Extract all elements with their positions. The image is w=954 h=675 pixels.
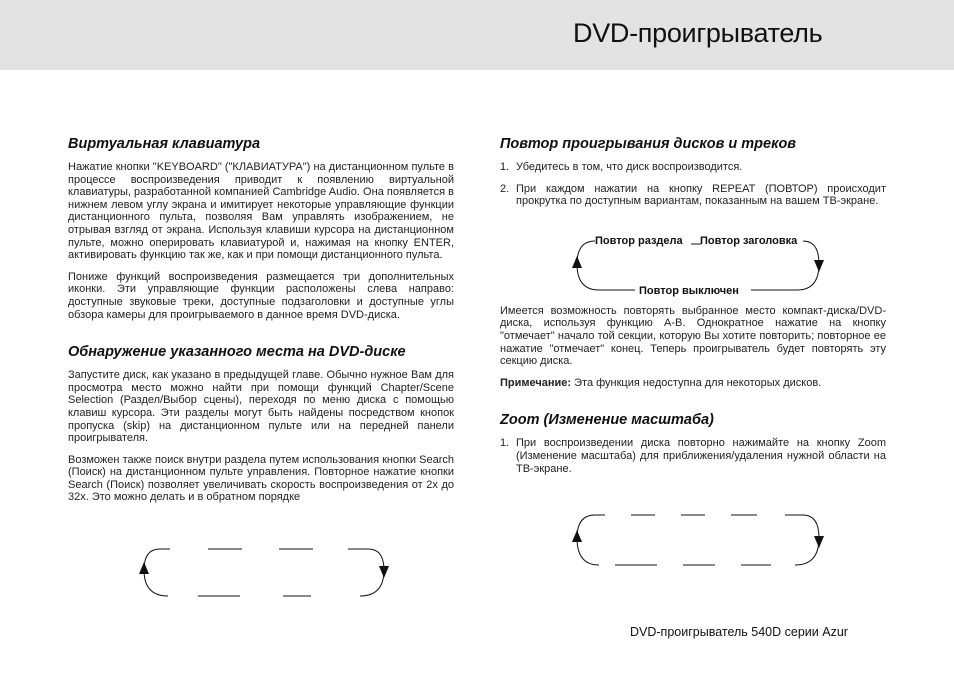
left-column: [68, 136, 454, 513]
virtual-keyboard-paragraph-1: Нажатие кнопки "KEYBOARD" ("КЛАВИАТУРА") на дистанционном пульте в процессе воспроизведения приводит к появлению виртуальной клавиатуры, разработанной компанией Cambridge Audio. Она появляется в нижнем левом углу экрана и имитирует некоторые управляющие функции дистанционного пульта, позволяя Вам управлять изображением, не отрывая взгляд от экрана. Используя клавиши курсора на дистанционном пульте, можно оперировать клавиатурой и, нажимая на кнопку ENTER, активировать функцию так же, как и при помощи дистанционного пульта.: [68, 161, 454, 262]
virtual-keyboard-paragraph-2: Пониже функций воспроизведения размещается три дополнительных иконки. Эти управляющие функции расположены слева направо: доступные звуковые треки, доступные подзаголовки и доступные углы обзора камеры для проигрываемого в данное время DVD-диска.: [68, 270, 454, 321]
arrowhead-up: [572, 530, 582, 542]
locate-place-paragraph-2: Возможен также поиск внутри раздела путем использования кнопки Search (Поиск) на дистанционном пульте управления. Повторное нажатие кнопки Search (Поиск) позволяет увеличивать скорость воспроизведения от 2x до 32x. Это можно делать и в обратном порядке: [68, 453, 454, 504]
repeat-off-label: Повтор выключен: [639, 285, 739, 297]
cycle-arrow-right: [751, 241, 819, 290]
repeat-cycle-diagram: [565, 228, 835, 298]
arrowhead-up: [139, 562, 149, 574]
cycle-arrow-right: [348, 549, 384, 596]
right-column: [500, 136, 886, 484]
cycle-arrow-right: [785, 515, 819, 565]
repeat-chapter-label: Повтор раздела: [595, 235, 683, 247]
page-title: DVD-проигрыватель: [573, 18, 823, 48]
locate-place-heading: Обнаружение указанного места на DVD-диске: [68, 344, 406, 361]
note-paragraph: Примечание: Эта функция недоступна для некоторых дисков.: [500, 376, 822, 389]
zoom-cycle-diagram: [565, 508, 835, 573]
list-item: 2. При каждом нажатии на кнопку REPEAT (ПОВТОР) происходит прокрутка по доступным вариантам, показанным на вашем ТВ-экране.: [500, 182, 886, 208]
arrowhead-down: [814, 536, 824, 548]
list-item: 1. Убедитесь в том, что диск воспроизводится.: [500, 161, 743, 173]
repeat-heading: Повтор проигрывания дисков и треков: [500, 136, 797, 152]
cycle-arrow-left: [577, 515, 605, 565]
zoom-steps: [500, 437, 886, 475]
virtual-keyboard-heading: Виртуальная клавиатура: [68, 136, 261, 152]
page-footer: DVD-проигрыватель 540D серии Azur: [630, 625, 848, 639]
search-cycle-diagram: [130, 540, 400, 605]
arrowhead-down: [814, 260, 824, 272]
repeat-title-label: Повтор заголовка: [700, 235, 798, 247]
arrowhead-up: [572, 256, 582, 268]
repeat-steps: [500, 161, 886, 208]
locate-place-paragraph-1: Запустите диск, как указано в предыдущей главе. Обычно нужное Вам для просмотра место можно найти при помощи функций Chapter/Scene Selection (Раздел/Выбор сцены), переходя по меню диска с помощью клавиш курсора. Эти разделы могут быть найдены посредством кнопок пропуска (skip) на дистанционном пульте или на передней панели проигрывателя.: [68, 369, 454, 445]
list-item: 1. При воспроизведении диска повторно нажимайте на кнопку Zoom (Изменение масштаба) для приближения/удаления нужной области на ТВ-экране.: [500, 437, 886, 475]
zoom-heading: Zoom (Изменение масштаба): [500, 412, 714, 429]
cycle-arrow-left: [577, 241, 635, 290]
ab-repeat-paragraph: Имеется возможность повторять выбранное место компакт-диска/DVD-диска, используя функцию A-B. Однократное нажатие на кнопку "отмечает" начало той секции, которую Вы хотите повторить; повторное ее нажатие "отмечает" конец. Теперь проигрыватель будет повторять эту секцию диска.: [500, 304, 886, 368]
arrowhead-down: [379, 566, 389, 578]
